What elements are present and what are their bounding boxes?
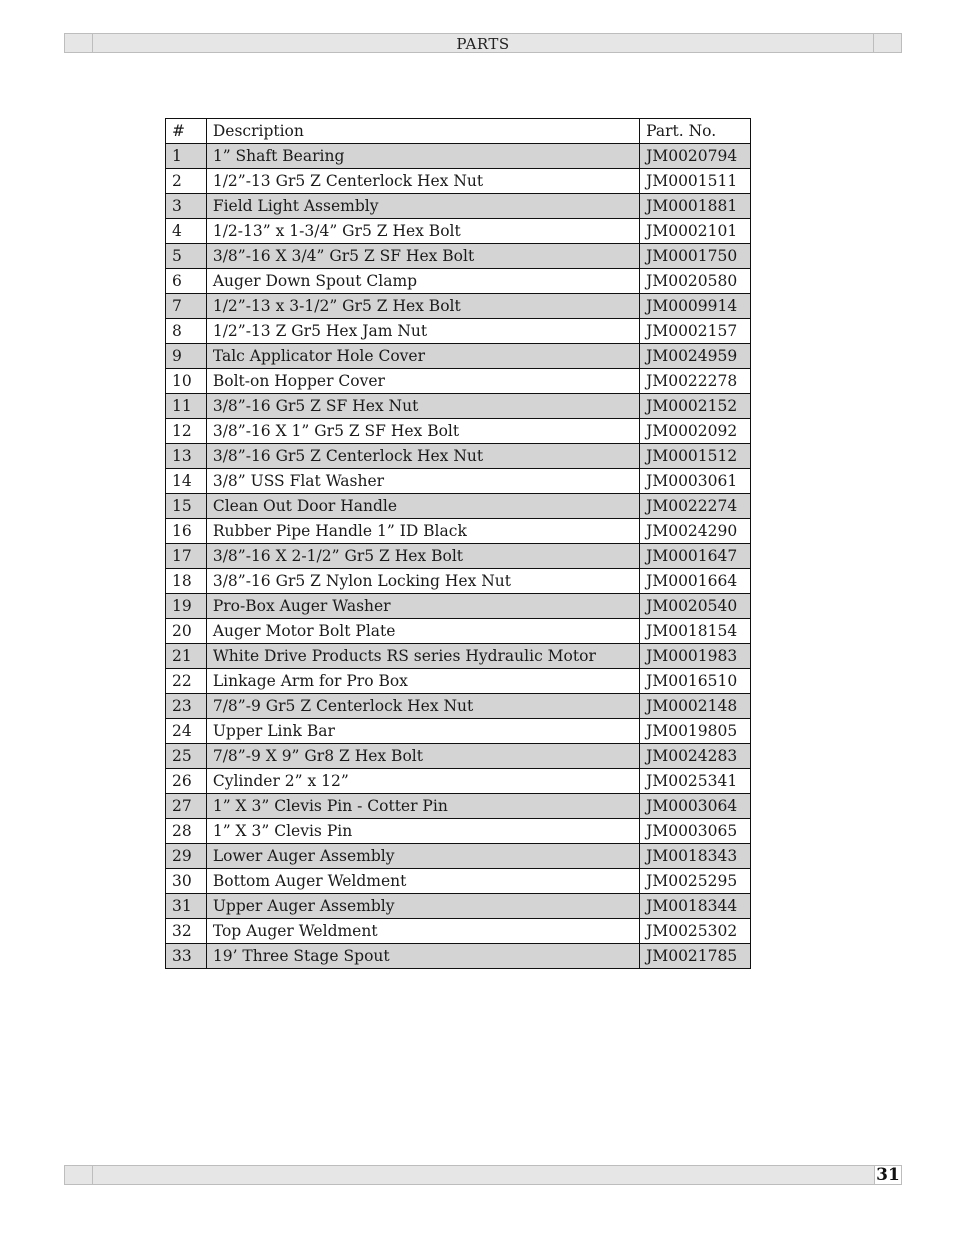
row-part-number-cell: JM0002148 bbox=[640, 694, 751, 719]
row-part-number-cell: JM0001750 bbox=[640, 244, 751, 269]
row-number-cell: 3 bbox=[166, 194, 207, 219]
table-row bbox=[166, 769, 751, 794]
row-number-cell: 12 bbox=[166, 419, 207, 444]
row-description-cell: Rubber Pipe Handle 1” ID Black bbox=[206, 519, 639, 544]
row-part-number-cell: JM0002092 bbox=[640, 419, 751, 444]
table-row bbox=[166, 719, 751, 744]
table-row bbox=[166, 669, 751, 694]
row-part-number-cell: JM0018344 bbox=[640, 894, 751, 919]
table-row bbox=[166, 194, 751, 219]
table-row bbox=[166, 144, 751, 169]
table-row bbox=[166, 869, 751, 894]
row-description-cell: Upper Auger Assembly bbox=[206, 894, 639, 919]
table-row bbox=[166, 544, 751, 569]
table-row bbox=[166, 169, 751, 194]
row-description-cell: Auger Motor Bolt Plate bbox=[206, 619, 639, 644]
table-row bbox=[166, 844, 751, 869]
row-part-number-cell: JM0020540 bbox=[640, 594, 751, 619]
row-number-cell: 33 bbox=[166, 944, 207, 969]
row-part-number-cell: JM0002101 bbox=[640, 219, 751, 244]
row-description-cell: 3/8”-16 Gr5 Z Nylon Locking Hex Nut bbox=[206, 569, 639, 594]
table-row bbox=[166, 644, 751, 669]
table-row bbox=[166, 219, 751, 244]
header-band-right-segment bbox=[873, 34, 901, 52]
table-row bbox=[166, 919, 751, 944]
row-number-cell: 14 bbox=[166, 469, 207, 494]
table-row bbox=[166, 394, 751, 419]
table-row bbox=[166, 594, 751, 619]
row-part-number-cell: JM0001511 bbox=[640, 169, 751, 194]
row-part-number-cell: JM0019805 bbox=[640, 719, 751, 744]
footer-band bbox=[64, 1165, 902, 1185]
row-part-number-cell: JM0016510 bbox=[640, 669, 751, 694]
row-number-cell: 22 bbox=[166, 669, 207, 694]
row-part-number-cell: JM0001881 bbox=[640, 194, 751, 219]
row-description-cell: Top Auger Weldment bbox=[206, 919, 639, 944]
footer-band-left-segment bbox=[65, 1166, 93, 1184]
parts-table-body bbox=[166, 119, 751, 969]
row-number-cell: 2 bbox=[166, 169, 207, 194]
row-description-cell: Talc Applicator Hole Cover bbox=[206, 344, 639, 369]
table-header-row bbox=[166, 119, 751, 144]
row-description-cell: 3/8” USS Flat Washer bbox=[206, 469, 639, 494]
table-row bbox=[166, 519, 751, 544]
row-description-cell: Bottom Auger Weldment bbox=[206, 869, 639, 894]
row-number-cell: 11 bbox=[166, 394, 207, 419]
row-part-number-cell: JM0002152 bbox=[640, 394, 751, 419]
table-row bbox=[166, 469, 751, 494]
row-part-number-cell: JM0018343 bbox=[640, 844, 751, 869]
row-description-cell: 1/2-13” x 1-3/4” Gr5 Z Hex Bolt bbox=[206, 219, 639, 244]
row-description-cell: 1” X 3” Clevis Pin - Cotter Pin bbox=[206, 794, 639, 819]
row-description-cell: 7/8”-9 X 9” Gr8 Z Hex Bolt bbox=[206, 744, 639, 769]
row-part-number-cell: JM0025302 bbox=[640, 919, 751, 944]
column-header-number: # bbox=[166, 119, 207, 144]
row-description-cell: Pro-Box Auger Washer bbox=[206, 594, 639, 619]
row-number-cell: 19 bbox=[166, 594, 207, 619]
row-description-cell: Clean Out Door Handle bbox=[206, 494, 639, 519]
row-number-cell: 8 bbox=[166, 319, 207, 344]
row-description-cell: 3/8”-16 X 3/4” Gr5 Z SF Hex Bolt bbox=[206, 244, 639, 269]
row-part-number-cell: JM0024283 bbox=[640, 744, 751, 769]
row-part-number-cell: JM0024959 bbox=[640, 344, 751, 369]
row-description-cell: 1/2”-13 Gr5 Z Centerlock Hex Nut bbox=[206, 169, 639, 194]
row-number-cell: 24 bbox=[166, 719, 207, 744]
row-number-cell: 6 bbox=[166, 269, 207, 294]
row-number-cell: 4 bbox=[166, 219, 207, 244]
column-header-part-number: Part. No. bbox=[640, 119, 751, 144]
row-part-number-cell: JM0020794 bbox=[640, 144, 751, 169]
row-part-number-cell: JM0001983 bbox=[640, 644, 751, 669]
header-band bbox=[64, 33, 902, 53]
table-row bbox=[166, 794, 751, 819]
row-description-cell: 1” Shaft Bearing bbox=[206, 144, 639, 169]
table-row bbox=[166, 819, 751, 844]
row-part-number-cell: JM0020580 bbox=[640, 269, 751, 294]
table-row bbox=[166, 244, 751, 269]
table-row bbox=[166, 694, 751, 719]
row-part-number-cell: JM0003061 bbox=[640, 469, 751, 494]
row-description-cell: Auger Down Spout Clamp bbox=[206, 269, 639, 294]
row-number-cell: 32 bbox=[166, 919, 207, 944]
row-number-cell: 31 bbox=[166, 894, 207, 919]
table-row bbox=[166, 294, 751, 319]
table-row bbox=[166, 494, 751, 519]
table-row bbox=[166, 944, 751, 969]
row-part-number-cell: JM0022278 bbox=[640, 369, 751, 394]
row-description-cell: White Drive Products RS series Hydraulic Motor bbox=[206, 644, 639, 669]
row-part-number-cell: JM0003064 bbox=[640, 794, 751, 819]
row-part-number-cell: JM0024290 bbox=[640, 519, 751, 544]
row-part-number-cell: JM0021785 bbox=[640, 944, 751, 969]
row-part-number-cell: JM0009914 bbox=[640, 294, 751, 319]
row-description-cell: 3/8”-16 X 2-1/2” Gr5 Z Hex Bolt bbox=[206, 544, 639, 569]
row-description-cell: Linkage Arm for Pro Box bbox=[206, 669, 639, 694]
row-number-cell: 27 bbox=[166, 794, 207, 819]
row-part-number-cell: JM0002157 bbox=[640, 319, 751, 344]
row-number-cell: 20 bbox=[166, 619, 207, 644]
row-description-cell: 1/2”-13 x 3-1/2” Gr5 Z Hex Bolt bbox=[206, 294, 639, 319]
row-description-cell: 1/2”-13 Z Gr5 Hex Jam Nut bbox=[206, 319, 639, 344]
column-header-description: Description bbox=[206, 119, 639, 144]
page-number: 31 bbox=[874, 1165, 902, 1185]
row-number-cell: 18 bbox=[166, 569, 207, 594]
row-number-cell: 7 bbox=[166, 294, 207, 319]
row-description-cell: Field Light Assembly bbox=[206, 194, 639, 219]
table-row bbox=[166, 369, 751, 394]
row-description-cell: 3/8”-16 X 1” Gr5 Z SF Hex Bolt bbox=[206, 419, 639, 444]
table-row bbox=[166, 319, 751, 344]
row-description-cell: 3/8”-16 Gr5 Z SF Hex Nut bbox=[206, 394, 639, 419]
row-part-number-cell: JM0018154 bbox=[640, 619, 751, 644]
row-number-cell: 13 bbox=[166, 444, 207, 469]
row-description-cell: 3/8”-16 Gr5 Z Centerlock Hex Nut bbox=[206, 444, 639, 469]
row-description-cell: 1” X 3” Clevis Pin bbox=[206, 819, 639, 844]
row-number-cell: 16 bbox=[166, 519, 207, 544]
table-row bbox=[166, 344, 751, 369]
row-number-cell: 21 bbox=[166, 644, 207, 669]
table-row bbox=[166, 269, 751, 294]
row-number-cell: 30 bbox=[166, 869, 207, 894]
row-description-cell: Lower Auger Assembly bbox=[206, 844, 639, 869]
row-number-cell: 9 bbox=[166, 344, 207, 369]
row-number-cell: 28 bbox=[166, 819, 207, 844]
row-part-number-cell: JM0025295 bbox=[640, 869, 751, 894]
table-row bbox=[166, 619, 751, 644]
table-row bbox=[166, 894, 751, 919]
parts-table bbox=[165, 118, 751, 969]
row-part-number-cell: JM0025341 bbox=[640, 769, 751, 794]
row-number-cell: 15 bbox=[166, 494, 207, 519]
table-row bbox=[166, 419, 751, 444]
row-part-number-cell: JM0001664 bbox=[640, 569, 751, 594]
row-part-number-cell: JM0003065 bbox=[640, 819, 751, 844]
table-row bbox=[166, 744, 751, 769]
row-number-cell: 1 bbox=[166, 144, 207, 169]
row-description-cell: 7/8”-9 Gr5 Z Centerlock Hex Nut bbox=[206, 694, 639, 719]
row-description-cell: Upper Link Bar bbox=[206, 719, 639, 744]
row-number-cell: 29 bbox=[166, 844, 207, 869]
row-description-cell: 19’ Three Stage Spout bbox=[206, 944, 639, 969]
row-number-cell: 17 bbox=[166, 544, 207, 569]
row-number-cell: 25 bbox=[166, 744, 207, 769]
row-part-number-cell: JM0001512 bbox=[640, 444, 751, 469]
row-description-cell: Bolt-on Hopper Cover bbox=[206, 369, 639, 394]
table-row bbox=[166, 444, 751, 469]
row-number-cell: 23 bbox=[166, 694, 207, 719]
page-section-title: PARTS bbox=[456, 35, 510, 53]
row-part-number-cell: JM0001647 bbox=[640, 544, 751, 569]
row-part-number-cell: JM0022274 bbox=[640, 494, 751, 519]
row-number-cell: 5 bbox=[166, 244, 207, 269]
row-number-cell: 10 bbox=[166, 369, 207, 394]
row-description-cell: Cylinder 2” x 12” bbox=[206, 769, 639, 794]
table-row bbox=[166, 569, 751, 594]
row-number-cell: 26 bbox=[166, 769, 207, 794]
